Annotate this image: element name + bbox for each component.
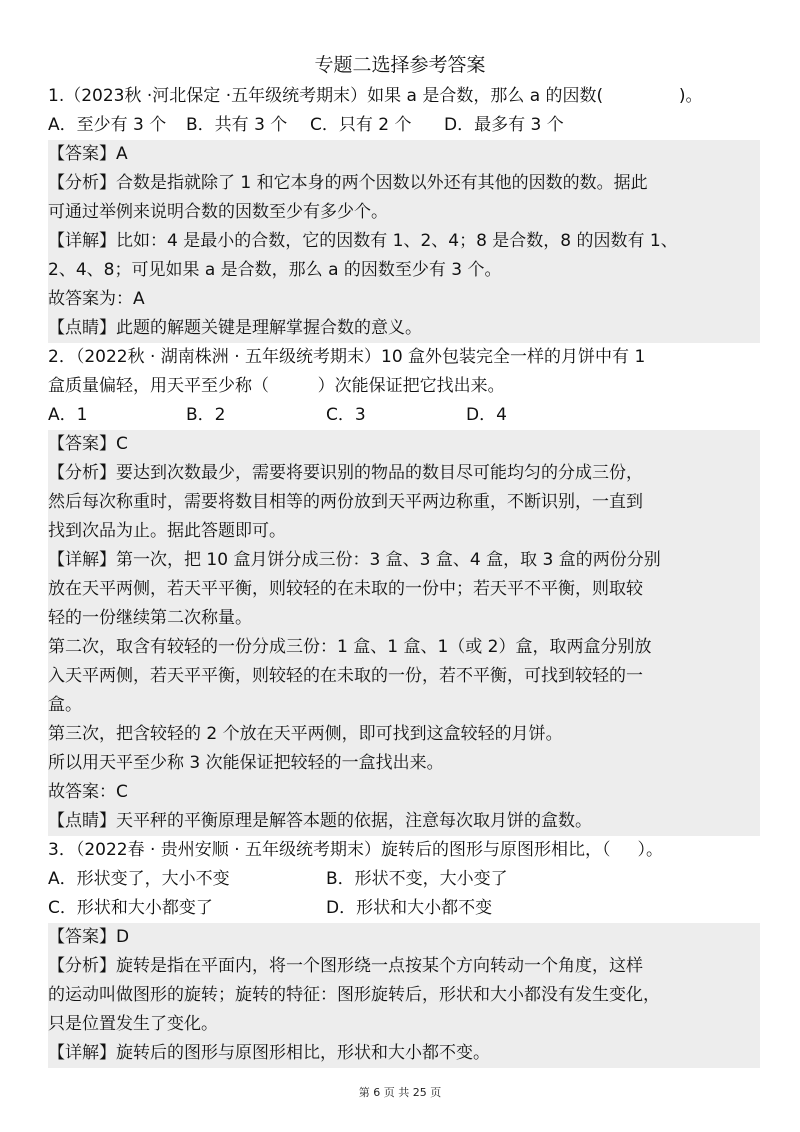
q2-answer: 【答案】C (48, 430, 760, 459)
q1-key-point: 【点睛】此题的解题关键是理解掌握合数的意义。 (48, 314, 760, 343)
q2-analysis-line: 找到次品为止。据此答题即可。 (48, 517, 760, 546)
q2-option-a: A．1 (48, 405, 88, 425)
q2-conclusion: 所以用天平至少称 3 次能保证把较轻的一盒找出来。 (48, 749, 760, 778)
q3-detail: 【详解】旋转后的图形与原图形相比，形状和大小都不变。 (48, 1039, 760, 1068)
q2-option-b: B．2 (186, 405, 226, 425)
q1-options (48, 111, 760, 140)
q2-detail-line: 【详解】第一次，把 10 盒月饼分成三份：3 盒、3 盒、4 盒，取 3 盒的两份分别 (48, 546, 760, 575)
q1-answer: 【答案】A (48, 140, 760, 169)
q1-final-answer: 故答案为：A (48, 285, 760, 314)
q1-option-d: D．最多有 3 个 (444, 115, 564, 135)
q2-final-answer: 故答案：C (48, 778, 760, 807)
q3-option-c: C．形状和大小都变了 (48, 898, 213, 918)
q1-detail-line: 2、4、8；可见如果 a 是合数，那么 a 的因数至少有 3 个。 (48, 256, 760, 285)
q2-analysis-line: 然后每次称重时，需要将数目相等的两份放到天平两边称重，不断识别，一直到 (48, 488, 760, 517)
q2-key-point: 【点睛】天平秤的平衡原理是解答本题的依据，注意每次取月饼的盒数。 (48, 807, 760, 836)
q3-option-b: B．形状不变，大小变了 (326, 869, 508, 889)
q1-analysis-line: 【分析】合数是指就除了 1 和它本身的两个因数以外还有其他的因数的数。据此 (48, 169, 760, 198)
q3-option-d: D．形状和大小都不变 (326, 898, 493, 918)
q2-third-step: 第三次，把含较轻的 2 个放在天平两侧，即可找到这盒较轻的月饼。 (48, 720, 760, 749)
page-number-footer: 第 6 页 共 25 页 (358, 1086, 442, 1099)
q2-second-step-line: 入天平两侧，若天平平衡，则较轻的在未取的一份，若不平衡，可找到较轻的一 (48, 662, 760, 691)
q2-options (48, 401, 760, 430)
q2-analysis-line: 【分析】要达到次数最少，需要将要识别的物品的数目尽可能均匀的分成三份， (48, 459, 760, 488)
q2-option-d: D．4 (466, 405, 507, 425)
q3-options-row (48, 894, 760, 923)
q3-option-a: A．形状变了，大小不变 (48, 869, 230, 889)
q3-stem: 3．（2022春 · 贵州安顺 · 五年级统考期末）旋转后的图形与原图形相比，（ ）。 (48, 840, 664, 860)
q2-stem-line: 盒质量偏轻，用天平至少称（ ）次能保证把它找出来。 (48, 376, 505, 396)
q3-analysis-line: 【分析】旋转是指在平面内，将一个图形绕一点按某个方向转动一个角度，这样 (48, 952, 760, 981)
q2-second-step-line: 盒。 (48, 691, 760, 720)
q3-analysis-line: 只是位置发生了变化。 (48, 1010, 760, 1039)
q1-stem: 1.（2023秋 ·河北保定 ·五年级统考期末）如果 a 是合数，那么 a 的因数( )。 (48, 86, 703, 106)
page-title: 专题二选择参考答案 (314, 54, 486, 76)
q1-option-c: C．只有 2 个 (310, 115, 412, 135)
q3-analysis-line: 的运动叫做图形的旋转；旋转的特征：图形旋转后，形状和大小都没有发生变化， (48, 981, 760, 1010)
q2-option-c: C．3 (326, 405, 366, 425)
q1-detail-line: 【详解】比如：4 是最小的合数，它的因数有 1、2、4；8 是合数，8 的因数有 1、 (48, 227, 760, 256)
q1-option-a: A．至少有 3 个 (48, 115, 167, 135)
q3-answer: 【答案】D (48, 923, 760, 952)
q2-detail-line: 轻的一份继续第二次称量。 (48, 604, 760, 633)
q2-second-step-line: 第二次，取含有较轻的一份分成三份：1 盒、1 盒、1（或 2）盒，取两盒分别放 (48, 633, 760, 662)
q3-options-row (48, 865, 760, 894)
q1-option-b: B．共有 3 个 (186, 115, 288, 135)
q1-analysis-line: 可通过举例来说明合数的因数至少有多少个。 (48, 198, 760, 227)
q2-stem-line: 2．（2022秋 · 湖南株洲 · 五年级统考期末）10 盒外包装完全一样的月饼中有 1 (48, 347, 646, 367)
q2-detail-line: 放在天平两侧，若天平平衡，则较轻的在未取的一份中；若天平不平衡，则取较 (48, 575, 760, 604)
